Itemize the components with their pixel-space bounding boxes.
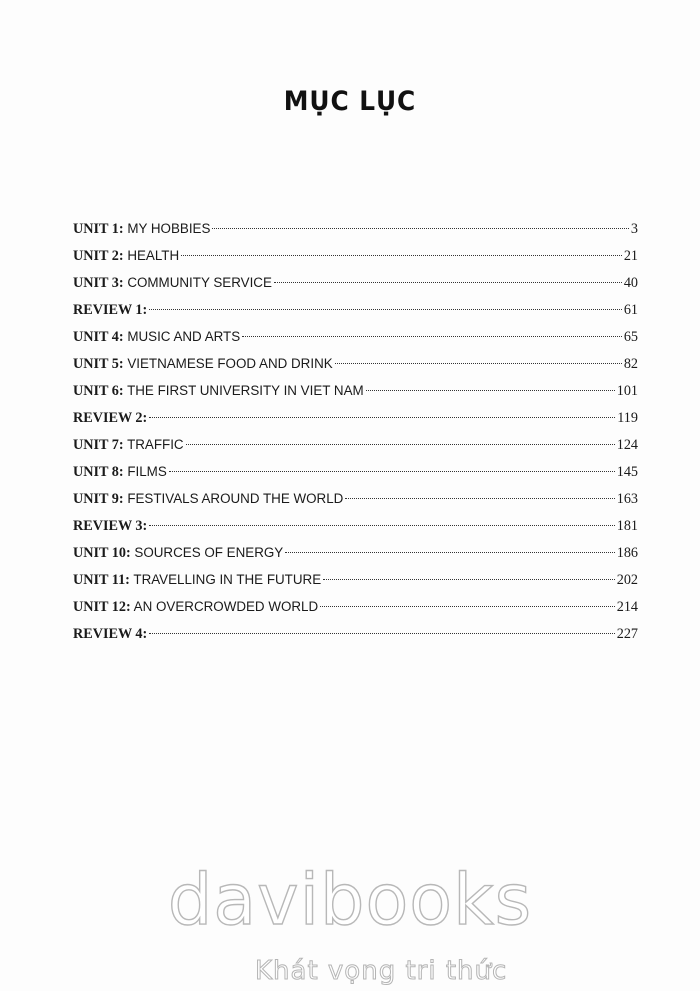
toc-entry-number: UNIT 9:: [73, 491, 124, 507]
toc-entry-page: 163: [616, 491, 638, 507]
toc-entry-title: AN OVERCROWDED WORLD: [130, 599, 319, 614]
toc-entry-number: REVIEW 1:: [73, 302, 148, 318]
toc-entry-title: THE FIRST UNIVERSITY IN VIET NAM: [123, 383, 364, 398]
watermark-logo: davibooks: [167, 859, 533, 941]
toc-entry-title: FESTIVALS AROUND THE WORLD: [123, 491, 344, 506]
toc-entry: [73, 623, 638, 650]
toc-entry-title: VIETNAMESE FOOD AND DRINK: [123, 356, 333, 371]
page-title: MỤC LỤC: [283, 86, 417, 117]
toc-entry-page: 65: [623, 329, 638, 345]
toc-entry-number: UNIT 2:: [73, 248, 124, 264]
toc-entry-number: UNIT 4:: [73, 329, 124, 345]
dot-leader: [149, 525, 614, 526]
toc-entry-page: 214: [616, 599, 638, 615]
dot-leader: [335, 363, 622, 364]
toc-entry-number: UNIT 5:: [73, 356, 124, 372]
toc-entry: [73, 272, 638, 299]
toc-entry-number: UNIT 12:: [73, 599, 131, 615]
toc-entry: [73, 326, 638, 353]
toc-entry: [73, 299, 638, 326]
dot-leader: [320, 606, 615, 607]
toc-entry-label: [73, 515, 147, 537]
toc-entry: [73, 353, 638, 380]
toc-entry-page: 82: [623, 356, 638, 372]
toc-entry: [73, 542, 638, 569]
toc-entry-label: [73, 623, 147, 645]
toc-entry-number: UNIT 3:: [73, 275, 124, 291]
dot-leader: [181, 255, 622, 256]
toc-entry-page: 40: [623, 275, 638, 291]
toc-entry-title: TRAFFIC: [123, 437, 184, 452]
toc-entry-page: 21: [623, 248, 638, 264]
toc-entry-title: HEALTH: [123, 248, 180, 263]
toc-entry: [73, 488, 638, 515]
toc-entry-page: 119: [617, 410, 638, 426]
toc-entry: [73, 569, 638, 596]
toc-entry: [73, 218, 638, 245]
toc-entry-title: COMMUNITY SERVICE: [123, 275, 272, 290]
toc-entry-label: [73, 380, 364, 402]
toc-entry: [73, 407, 638, 434]
dot-leader: [149, 417, 615, 418]
toc-entry-page: 202: [616, 572, 638, 588]
toc-entry-page: 227: [616, 626, 638, 642]
toc-entry-page: 145: [616, 464, 638, 480]
toc-entry-page: 3: [630, 221, 638, 237]
toc-entry-label: [73, 596, 318, 618]
toc-entry-number: REVIEW 3:: [73, 518, 148, 534]
toc-entry: [73, 596, 638, 623]
watermark-slogan: Khát vọng tri thức: [255, 956, 508, 986]
toc-entry-label: [73, 569, 321, 591]
dot-leader: [274, 282, 622, 283]
toc-entry-title: FILMS: [123, 464, 167, 479]
toc-entry-number: UNIT 6:: [73, 383, 124, 399]
toc-entry-label: [73, 488, 343, 510]
toc-entry: [73, 515, 638, 542]
toc-entry-label: [73, 353, 333, 375]
dot-leader: [242, 336, 622, 337]
toc-entry-title: TRAVELLING IN THE FUTURE: [129, 572, 322, 587]
toc-entry-page: 101: [616, 383, 638, 399]
dot-leader: [169, 471, 615, 472]
toc-entry-title: MY HOBBIES: [123, 221, 211, 236]
dot-leader: [345, 498, 614, 499]
toc-entry-number: UNIT 7:: [73, 437, 124, 453]
toc-entry-label: [73, 434, 184, 456]
toc-entry-number: REVIEW 2:: [73, 410, 148, 426]
toc-entry-label: [73, 272, 272, 294]
toc-entry-page: 186: [616, 545, 638, 561]
toc-entry-number: REVIEW 4:: [73, 626, 148, 642]
toc-entry-label: [73, 461, 167, 483]
watermark: [0, 859, 700, 986]
toc-entry-number: UNIT 8:: [73, 464, 124, 480]
toc-entry-title: SOURCES OF ENERGY: [130, 545, 284, 560]
dot-leader: [323, 579, 615, 580]
toc-entry: [73, 434, 638, 461]
toc-entry: [73, 461, 638, 488]
toc-entry-page: 124: [616, 437, 638, 453]
dot-leader: [212, 228, 628, 229]
toc-entry-label: [73, 245, 179, 267]
toc-entry-label: [73, 299, 147, 321]
toc-entry-label: [73, 326, 240, 348]
toc-entry-title: MUSIC AND ARTS: [123, 329, 241, 344]
toc-entry-label: [73, 542, 283, 564]
toc-entry-label: [73, 407, 147, 429]
toc-entry: [73, 245, 638, 272]
toc-entry-number: UNIT 1:: [73, 221, 124, 237]
toc-entry-number: UNIT 11:: [73, 572, 130, 588]
toc-entry-page: 61: [623, 302, 638, 318]
toc-entry-number: UNIT 10:: [73, 545, 131, 561]
dot-leader: [149, 633, 614, 634]
dot-leader: [366, 390, 615, 391]
dot-leader: [285, 552, 615, 553]
toc-entry-page: 181: [616, 518, 638, 534]
toc-entry-label: [73, 218, 210, 240]
dot-leader: [186, 444, 615, 445]
toc-entry: [73, 380, 638, 407]
table-of-contents: [73, 218, 638, 650]
dot-leader: [149, 309, 622, 310]
